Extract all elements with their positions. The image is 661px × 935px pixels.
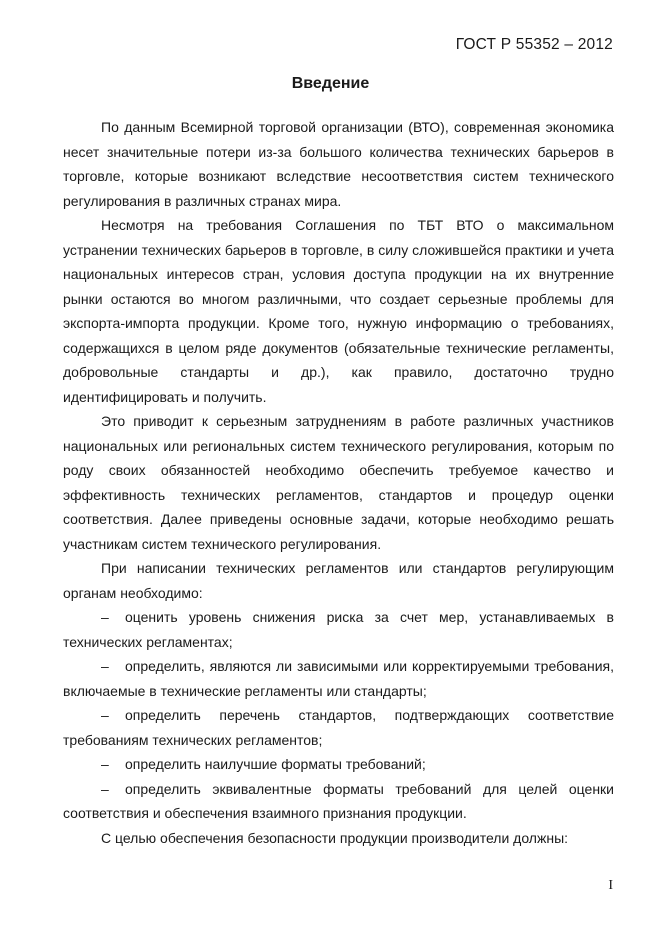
paragraph: По данным Всемирной торговой организации (ВТО), современная экономика несет значительные потери из-за большого количества технических барьеров в торговле, которые возникают вследствие несоответствия систем технического регулирования в различных странах мира. (63, 119, 614, 209)
document-code: ГОСТ Р 55352 – 2012 (455, 36, 613, 53)
list-item (63, 605, 614, 654)
paragraph: При написании технических регламентов или стандартов регулирующим органам необходимо: (63, 560, 614, 601)
list-dash: – (101, 707, 109, 723)
list-dash: – (101, 658, 109, 674)
list-dash: – (101, 609, 109, 625)
list-item-text: оценить уровень снижения риска за счет мер, устанавливаемых в технических регламентах; (63, 609, 614, 650)
paragraph: Несмотря на требования Соглашения по ТБТ ВТО о максимальном устранении технических барьеров в торговле, в силу сложившейся практики и учета национальных интересов стран, условия доступа продукции на их внутренние рынки остаются во многом различными, что создает серьезные проблемы для экспорта-импорта продукции. Кроме того, нужную информацию о требованиях, содержащихся в целом ряде документов (обязательные технические регламенты, добровольные стандарты и др.), как правило, достаточно трудно идентифицировать и получить. (63, 217, 614, 405)
closing-paragraph: С целью обеспечения безопасности продукции производители должны: (101, 829, 569, 846)
body-text (63, 115, 614, 850)
paragraph: Это приводит к серьезным затруднениям в работе различных участников национальных или региональных систем технического регулирования, которым по роду своих обязанностей необходимо обеспечить требуемое качество и эффективность технических регламентов, стандартов и процедур оценки соответствия. Далее приведены основные задачи, которые необходимо решать участникам систем технического регулирования. (63, 413, 614, 552)
list-item (63, 654, 614, 703)
page-number: I (608, 878, 613, 893)
list-item (63, 752, 614, 777)
list-item (63, 777, 614, 826)
list-item-text: определить перечень стандартов, подтверждающих соответствие требованиям технических регламентов; (63, 707, 614, 748)
list-dash: – (101, 756, 109, 772)
list-item (63, 703, 614, 752)
list-item-text: определить эквивалентные форматы требований для целей оценки соответствия и обеспечения взаимного признания продукции. (63, 780, 614, 821)
list-item-text: определить наилучшие форматы требований; (125, 756, 426, 772)
list-dash: – (101, 780, 109, 797)
list-item-text: определить, являются ли зависимыми или корректируемыми требования, включаемые в технические регламенты или стандарты; (63, 658, 614, 699)
page-title: Введение (291, 75, 370, 92)
